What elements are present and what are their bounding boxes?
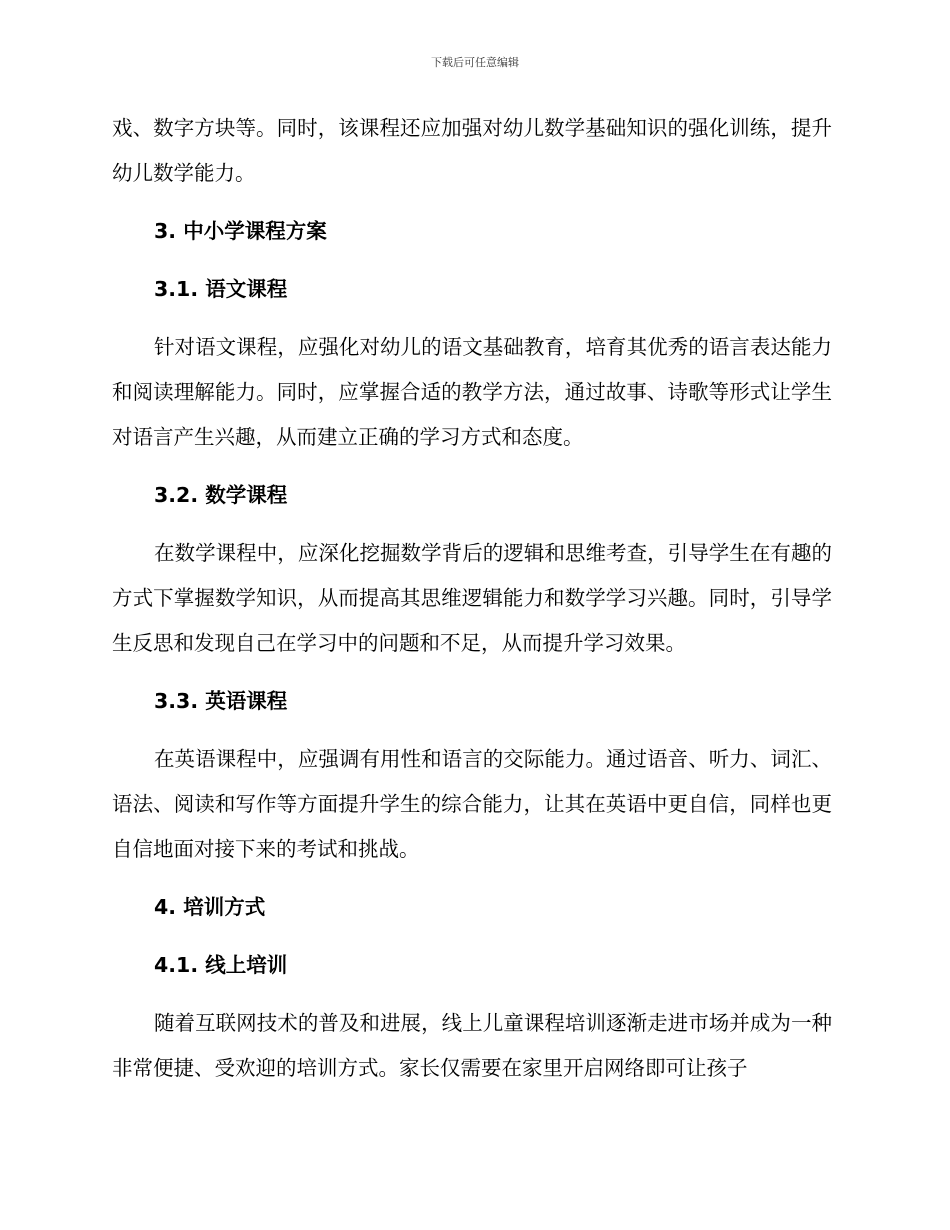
heading-section-3-2: 3.2. 数学课程 xyxy=(154,483,288,507)
heading-section-4: 4. 培训方式 xyxy=(154,895,266,919)
paragraph-online-training: 随着互联网技术的普及和进展，线上儿童课程培训逐渐走进市场并成为一种非常便捷、受欢迎的培训方式。家长仅需要在家里开启网络即可让孩子 xyxy=(112,1011,832,1080)
paragraph-math-course: 在数学课程中，应深化挖掘数学背后的逻辑和思维考查，引导学生在有趣的方式下掌握数学知识，从而提高其思维逻辑能力和数学学习兴趣。同时，引导学生反思和发现自己在学习中的问题和不足，从而提升学习效果。 xyxy=(112,541,832,655)
heading-section-3: 3. 中小学课程方案 xyxy=(154,219,327,243)
paragraph-english-course: 在英语课程中，应强调有用性和语言的交际能力。通过语音、听力、词汇、语法、阅读和写作等方面提升学生的综合能力，让其在英语中更自信，同样也更自信地面对接下来的考试和挑战。 xyxy=(112,747,832,861)
document-body xyxy=(112,106,832,1091)
heading-section-3-3: 3.3. 英语课程 xyxy=(154,689,288,713)
heading-section-4-1: 4.1. 线上培训 xyxy=(154,953,288,977)
paragraph-intro: 戏、数字方块等。同时，该课程还应加强对幼儿数学基础知识的强化训练，提升幼儿数学能力。 xyxy=(112,116,832,185)
heading-section-3-1: 3.1. 语文课程 xyxy=(154,277,288,301)
page-header: 下载后可任意编辑 xyxy=(431,56,519,69)
paragraph-chinese-course: 针对语文课程，应强化对幼儿的语文基础教育，培育其优秀的语言表达能力和阅读理解能力。同时，应掌握合适的教学方法，通过故事、诗歌等形式让学生对语言产生兴趣，从而建立正确的学习方式和态度。 xyxy=(112,335,832,449)
